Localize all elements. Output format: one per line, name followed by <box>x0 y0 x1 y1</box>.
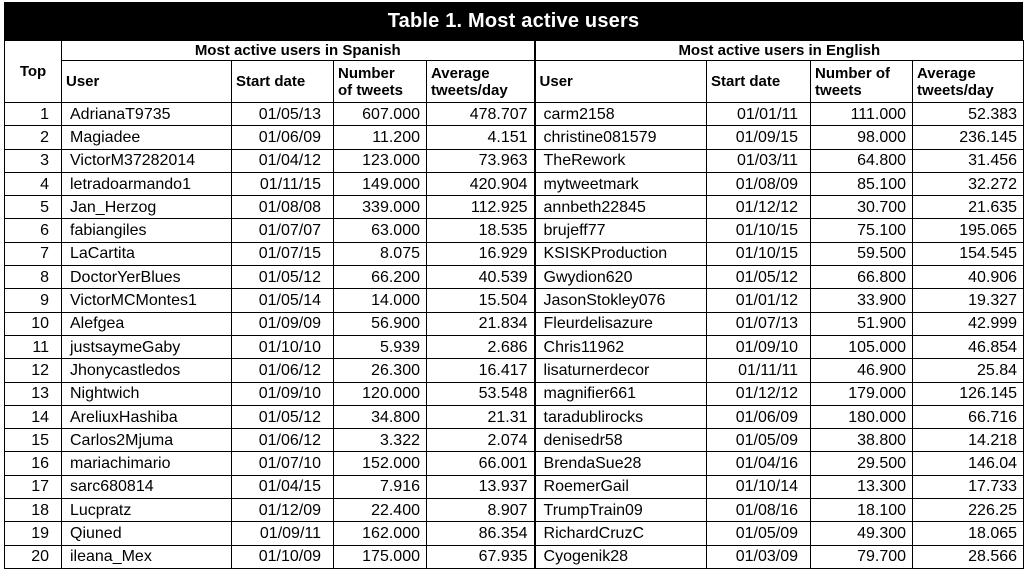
es-start-date-cell: 01/12/09 <box>232 499 334 522</box>
table-row <box>5 335 1024 358</box>
en-number-header <box>811 61 913 103</box>
en-tweets-cell: 105.000 <box>811 335 913 358</box>
en-user-cell: christine081579 <box>535 126 707 149</box>
es-start-date-cell: 01/10/09 <box>232 545 334 568</box>
es-number-header <box>334 61 427 103</box>
en-start-date-cell: 01/12/12 <box>707 196 811 219</box>
en-start-date-cell: 01/10/14 <box>707 475 811 498</box>
es-average-cell: 86.354 <box>427 522 535 545</box>
en-average-cell: 195.065 <box>913 219 1024 242</box>
es-tweets-cell: 26.300 <box>334 359 427 382</box>
en-start-date-cell: 01/09/10 <box>707 335 811 358</box>
en-tweets-cell: 111.000 <box>811 103 913 126</box>
table-row <box>5 266 1024 289</box>
en-average-cell: 14.218 <box>913 429 1024 452</box>
es-average-cell: 2.074 <box>427 429 535 452</box>
es-start-date-cell: 01/10/10 <box>232 335 334 358</box>
es-average-cell: 2.686 <box>427 335 535 358</box>
en-user-header: User <box>535 61 707 103</box>
en-average-cell: 154.545 <box>913 242 1024 265</box>
en-number-header-line2: tweets <box>815 81 862 99</box>
es-tweets-cell: 149.000 <box>334 172 427 195</box>
table-row <box>5 359 1024 382</box>
es-start-date-cell: 01/06/12 <box>232 429 334 452</box>
table-row <box>5 149 1024 172</box>
es-tweets-cell: 607.000 <box>334 103 427 126</box>
es-start-date-cell: 01/09/10 <box>232 382 334 405</box>
es-user-cell: Jan_Herzog <box>62 196 232 219</box>
en-start-date-cell: 01/04/16 <box>707 452 811 475</box>
en-start-date-cell: 01/01/11 <box>707 103 811 126</box>
es-tweets-cell: 7.916 <box>334 475 427 498</box>
es-tweets-cell: 11.200 <box>334 126 427 149</box>
es-user-cell: sarc680814 <box>62 475 232 498</box>
en-start-date-cell: 01/07/13 <box>707 312 811 335</box>
en-tweets-cell: 98.000 <box>811 126 913 149</box>
en-tweets-cell: 29.500 <box>811 452 913 475</box>
es-tweets-cell: 22.400 <box>334 499 427 522</box>
rank-cell: 20 <box>5 545 62 568</box>
top-column-header: Top <box>5 41 62 103</box>
en-start-date-header: Start date <box>707 61 811 103</box>
es-user-cell: VictorMCMontes1 <box>62 289 232 312</box>
en-average-cell: 126.145 <box>913 382 1024 405</box>
rank-cell: 12 <box>5 359 62 382</box>
en-tweets-cell: 64.800 <box>811 149 913 172</box>
en-average-cell: 17.733 <box>913 475 1024 498</box>
en-start-date-cell: 01/08/09 <box>707 172 811 195</box>
english-group-header: Most active users in English <box>535 41 1024 61</box>
en-user-cell: KSISKProduction <box>535 242 707 265</box>
en-start-date-cell: 01/06/09 <box>707 405 811 428</box>
table-container <box>4 2 1023 569</box>
es-average-cell: 112.925 <box>427 196 535 219</box>
en-user-cell: TrumpTrain09 <box>535 499 707 522</box>
en-start-date-cell: 01/08/16 <box>707 499 811 522</box>
en-average-cell: 28.566 <box>913 545 1024 568</box>
es-tweets-cell: 34.800 <box>334 405 427 428</box>
rank-cell: 11 <box>5 335 62 358</box>
es-average-cell: 21.834 <box>427 312 535 335</box>
en-average-cell: 236.145 <box>913 126 1024 149</box>
en-user-cell: TheRework <box>535 149 707 172</box>
es-user-header: User <box>62 61 232 103</box>
es-start-date-cell: 01/06/12 <box>232 359 334 382</box>
rank-cell: 18 <box>5 499 62 522</box>
es-average-cell: 67.935 <box>427 545 535 568</box>
table-row <box>5 196 1024 219</box>
en-average-cell: 46.854 <box>913 335 1024 358</box>
es-average-cell: 53.548 <box>427 382 535 405</box>
en-user-cell: Cyogenik28 <box>535 545 707 568</box>
es-start-date-cell: 01/07/15 <box>232 242 334 265</box>
es-user-cell: AdrianaT9735 <box>62 103 232 126</box>
en-average-cell: 19.327 <box>913 289 1024 312</box>
en-average-cell: 226.25 <box>913 499 1024 522</box>
es-user-cell: Alefgea <box>62 312 232 335</box>
es-user-cell: VictorM37282014 <box>62 149 232 172</box>
table-row <box>5 312 1024 335</box>
en-average-cell: 31.456 <box>913 149 1024 172</box>
es-average-cell: 15.504 <box>427 289 535 312</box>
es-start-date-cell: 01/05/13 <box>232 103 334 126</box>
en-user-cell: mytweetmark <box>535 172 707 195</box>
es-user-cell: Lucpratz <box>62 499 232 522</box>
es-average-header-line2: tweets/day <box>431 81 508 99</box>
es-user-cell: Nightwich <box>62 382 232 405</box>
en-user-cell: Gwydion620 <box>535 266 707 289</box>
en-tweets-cell: 49.300 <box>811 522 913 545</box>
rank-cell: 8 <box>5 266 62 289</box>
en-tweets-cell: 179.000 <box>811 382 913 405</box>
en-tweets-cell: 18.100 <box>811 499 913 522</box>
es-tweets-cell: 3.322 <box>334 429 427 452</box>
es-start-date-cell: 01/05/14 <box>232 289 334 312</box>
table-body <box>5 103 1024 569</box>
en-user-cell: Chris11962 <box>535 335 707 358</box>
en-start-date-cell: 01/05/09 <box>707 429 811 452</box>
es-start-date-cell: 01/05/12 <box>232 405 334 428</box>
table-row <box>5 499 1024 522</box>
es-average-cell: 16.929 <box>427 242 535 265</box>
es-average-cell: 4.151 <box>427 126 535 149</box>
es-user-cell: mariachimario <box>62 452 232 475</box>
en-average-cell: 66.716 <box>913 405 1024 428</box>
es-start-date-cell: 01/09/09 <box>232 312 334 335</box>
en-start-date-cell: 01/03/11 <box>707 149 811 172</box>
es-user-cell: DoctorYerBlues <box>62 266 232 289</box>
en-tweets-cell: 66.800 <box>811 266 913 289</box>
en-tweets-cell: 59.500 <box>811 242 913 265</box>
es-tweets-cell: 152.000 <box>334 452 427 475</box>
rank-cell: 15 <box>5 429 62 452</box>
en-user-cell: taradublirocks <box>535 405 707 428</box>
en-user-cell: annbeth22845 <box>535 196 707 219</box>
table-row <box>5 219 1024 242</box>
en-tweets-cell: 46.900 <box>811 359 913 382</box>
es-user-cell: justsaymeGaby <box>62 335 232 358</box>
en-average-cell: 52.383 <box>913 103 1024 126</box>
table-row <box>5 405 1024 428</box>
es-average-cell: 40.539 <box>427 266 535 289</box>
en-user-cell: RoemerGail <box>535 475 707 498</box>
table-title: Table 1. Most active users <box>4 2 1023 40</box>
es-tweets-cell: 63.000 <box>334 219 427 242</box>
en-user-cell: RichardCruzC <box>535 522 707 545</box>
es-number-header-line2: of tweets <box>338 81 404 99</box>
table-row <box>5 429 1024 452</box>
es-start-date-cell: 01/09/11 <box>232 522 334 545</box>
es-tweets-cell: 339.000 <box>334 196 427 219</box>
es-average-header <box>427 61 535 103</box>
en-start-date-cell: 01/09/15 <box>707 126 811 149</box>
en-average-cell: 25.84 <box>913 359 1024 382</box>
es-tweets-cell: 123.000 <box>334 149 427 172</box>
rank-cell: 14 <box>5 405 62 428</box>
en-average-cell: 18.065 <box>913 522 1024 545</box>
en-average-cell: 21.635 <box>913 196 1024 219</box>
rank-cell: 3 <box>5 149 62 172</box>
es-tweets-cell: 175.000 <box>334 545 427 568</box>
table-row <box>5 289 1024 312</box>
en-start-date-cell: 01/01/12 <box>707 289 811 312</box>
es-average-cell: 18.535 <box>427 219 535 242</box>
rank-cell: 2 <box>5 126 62 149</box>
en-tweets-cell: 180.000 <box>811 405 913 428</box>
en-user-cell: magnifier661 <box>535 382 707 405</box>
en-start-date-cell: 01/11/11 <box>707 359 811 382</box>
table-row <box>5 522 1024 545</box>
es-user-cell: fabiangiles <box>62 219 232 242</box>
en-user-cell: lisaturnerdecor <box>535 359 707 382</box>
es-average-cell: 8.907 <box>427 499 535 522</box>
es-user-cell: Magiadee <box>62 126 232 149</box>
table-row <box>5 545 1024 568</box>
en-start-date-cell: 01/10/15 <box>707 219 811 242</box>
en-tweets-cell: 13.300 <box>811 475 913 498</box>
es-user-cell: AreliuxHashiba <box>62 405 232 428</box>
es-tweets-cell: 120.000 <box>334 382 427 405</box>
es-start-date-cell: 01/06/09 <box>232 126 334 149</box>
en-start-date-cell: 01/05/12 <box>707 266 811 289</box>
rank-cell: 4 <box>5 172 62 195</box>
en-tweets-cell: 38.800 <box>811 429 913 452</box>
en-tweets-cell: 79.700 <box>811 545 913 568</box>
es-user-cell: Carlos2Mjuma <box>62 429 232 452</box>
table-row <box>5 382 1024 405</box>
en-average-cell: 32.272 <box>913 172 1024 195</box>
en-start-date-cell: 01/12/12 <box>707 382 811 405</box>
most-active-users-table <box>4 40 1024 569</box>
en-start-date-cell: 01/05/09 <box>707 522 811 545</box>
es-tweets-cell: 14.000 <box>334 289 427 312</box>
rank-cell: 9 <box>5 289 62 312</box>
es-start-date-cell: 01/07/10 <box>232 452 334 475</box>
es-user-cell: LaCartita <box>62 242 232 265</box>
en-start-date-cell: 01/03/09 <box>707 545 811 568</box>
en-user-cell: Fleurdelisazure <box>535 312 707 335</box>
en-average-header-line2: tweets/day <box>917 81 994 99</box>
es-start-date-cell: 01/04/12 <box>232 149 334 172</box>
en-average-header <box>913 61 1024 103</box>
table-row <box>5 103 1024 126</box>
es-user-cell: Jhonycastledos <box>62 359 232 382</box>
table-row <box>5 172 1024 195</box>
es-start-date-cell: 01/11/15 <box>232 172 334 195</box>
es-tweets-cell: 162.000 <box>334 522 427 545</box>
en-start-date-cell: 01/10/15 <box>707 242 811 265</box>
rank-cell: 19 <box>5 522 62 545</box>
en-user-cell: JasonStokley076 <box>535 289 707 312</box>
es-start-date-cell: 01/08/08 <box>232 196 334 219</box>
es-average-cell: 420.904 <box>427 172 535 195</box>
en-average-cell: 146.04 <box>913 452 1024 475</box>
en-user-cell: BrendaSue28 <box>535 452 707 475</box>
en-user-cell: denisedr58 <box>535 429 707 452</box>
es-user-cell: letradoarmando1 <box>62 172 232 195</box>
es-average-cell: 16.417 <box>427 359 535 382</box>
es-average-cell: 73.963 <box>427 149 535 172</box>
rank-cell: 16 <box>5 452 62 475</box>
table-row <box>5 242 1024 265</box>
rank-cell: 13 <box>5 382 62 405</box>
en-average-cell: 40.906 <box>913 266 1024 289</box>
es-tweets-cell: 8.075 <box>334 242 427 265</box>
es-start-date-cell: 01/05/12 <box>232 266 334 289</box>
en-user-cell: brujeff77 <box>535 219 707 242</box>
es-average-cell: 13.937 <box>427 475 535 498</box>
en-tweets-cell: 33.900 <box>811 289 913 312</box>
es-average-cell: 66.001 <box>427 452 535 475</box>
en-tweets-cell: 30.700 <box>811 196 913 219</box>
rank-cell: 10 <box>5 312 62 335</box>
es-average-header-line1: Average <box>431 64 490 82</box>
en-number-header-line1: Number of <box>815 64 891 82</box>
en-average-header-line1: Average <box>917 64 976 82</box>
es-average-cell: 21.31 <box>427 405 535 428</box>
table-row <box>5 126 1024 149</box>
es-tweets-cell: 5.939 <box>334 335 427 358</box>
es-tweets-cell: 56.900 <box>334 312 427 335</box>
es-start-date-header: Start date <box>232 61 334 103</box>
rank-cell: 6 <box>5 219 62 242</box>
en-tweets-cell: 51.900 <box>811 312 913 335</box>
table-row <box>5 475 1024 498</box>
es-user-cell: Qiuned <box>62 522 232 545</box>
es-average-cell: 478.707 <box>427 103 535 126</box>
es-user-cell: ileana_Mex <box>62 545 232 568</box>
rank-cell: 17 <box>5 475 62 498</box>
es-number-header-line1: Number <box>338 64 395 82</box>
es-start-date-cell: 01/04/15 <box>232 475 334 498</box>
en-tweets-cell: 75.100 <box>811 219 913 242</box>
rank-cell: 5 <box>5 196 62 219</box>
en-average-cell: 42.999 <box>913 312 1024 335</box>
es-tweets-cell: 66.200 <box>334 266 427 289</box>
en-tweets-cell: 85.100 <box>811 172 913 195</box>
spanish-group-header: Most active users in Spanish <box>62 41 535 61</box>
en-user-cell: carm2158 <box>535 103 707 126</box>
es-start-date-cell: 01/07/07 <box>232 219 334 242</box>
table-row <box>5 452 1024 475</box>
rank-cell: 1 <box>5 103 62 126</box>
rank-cell: 7 <box>5 242 62 265</box>
